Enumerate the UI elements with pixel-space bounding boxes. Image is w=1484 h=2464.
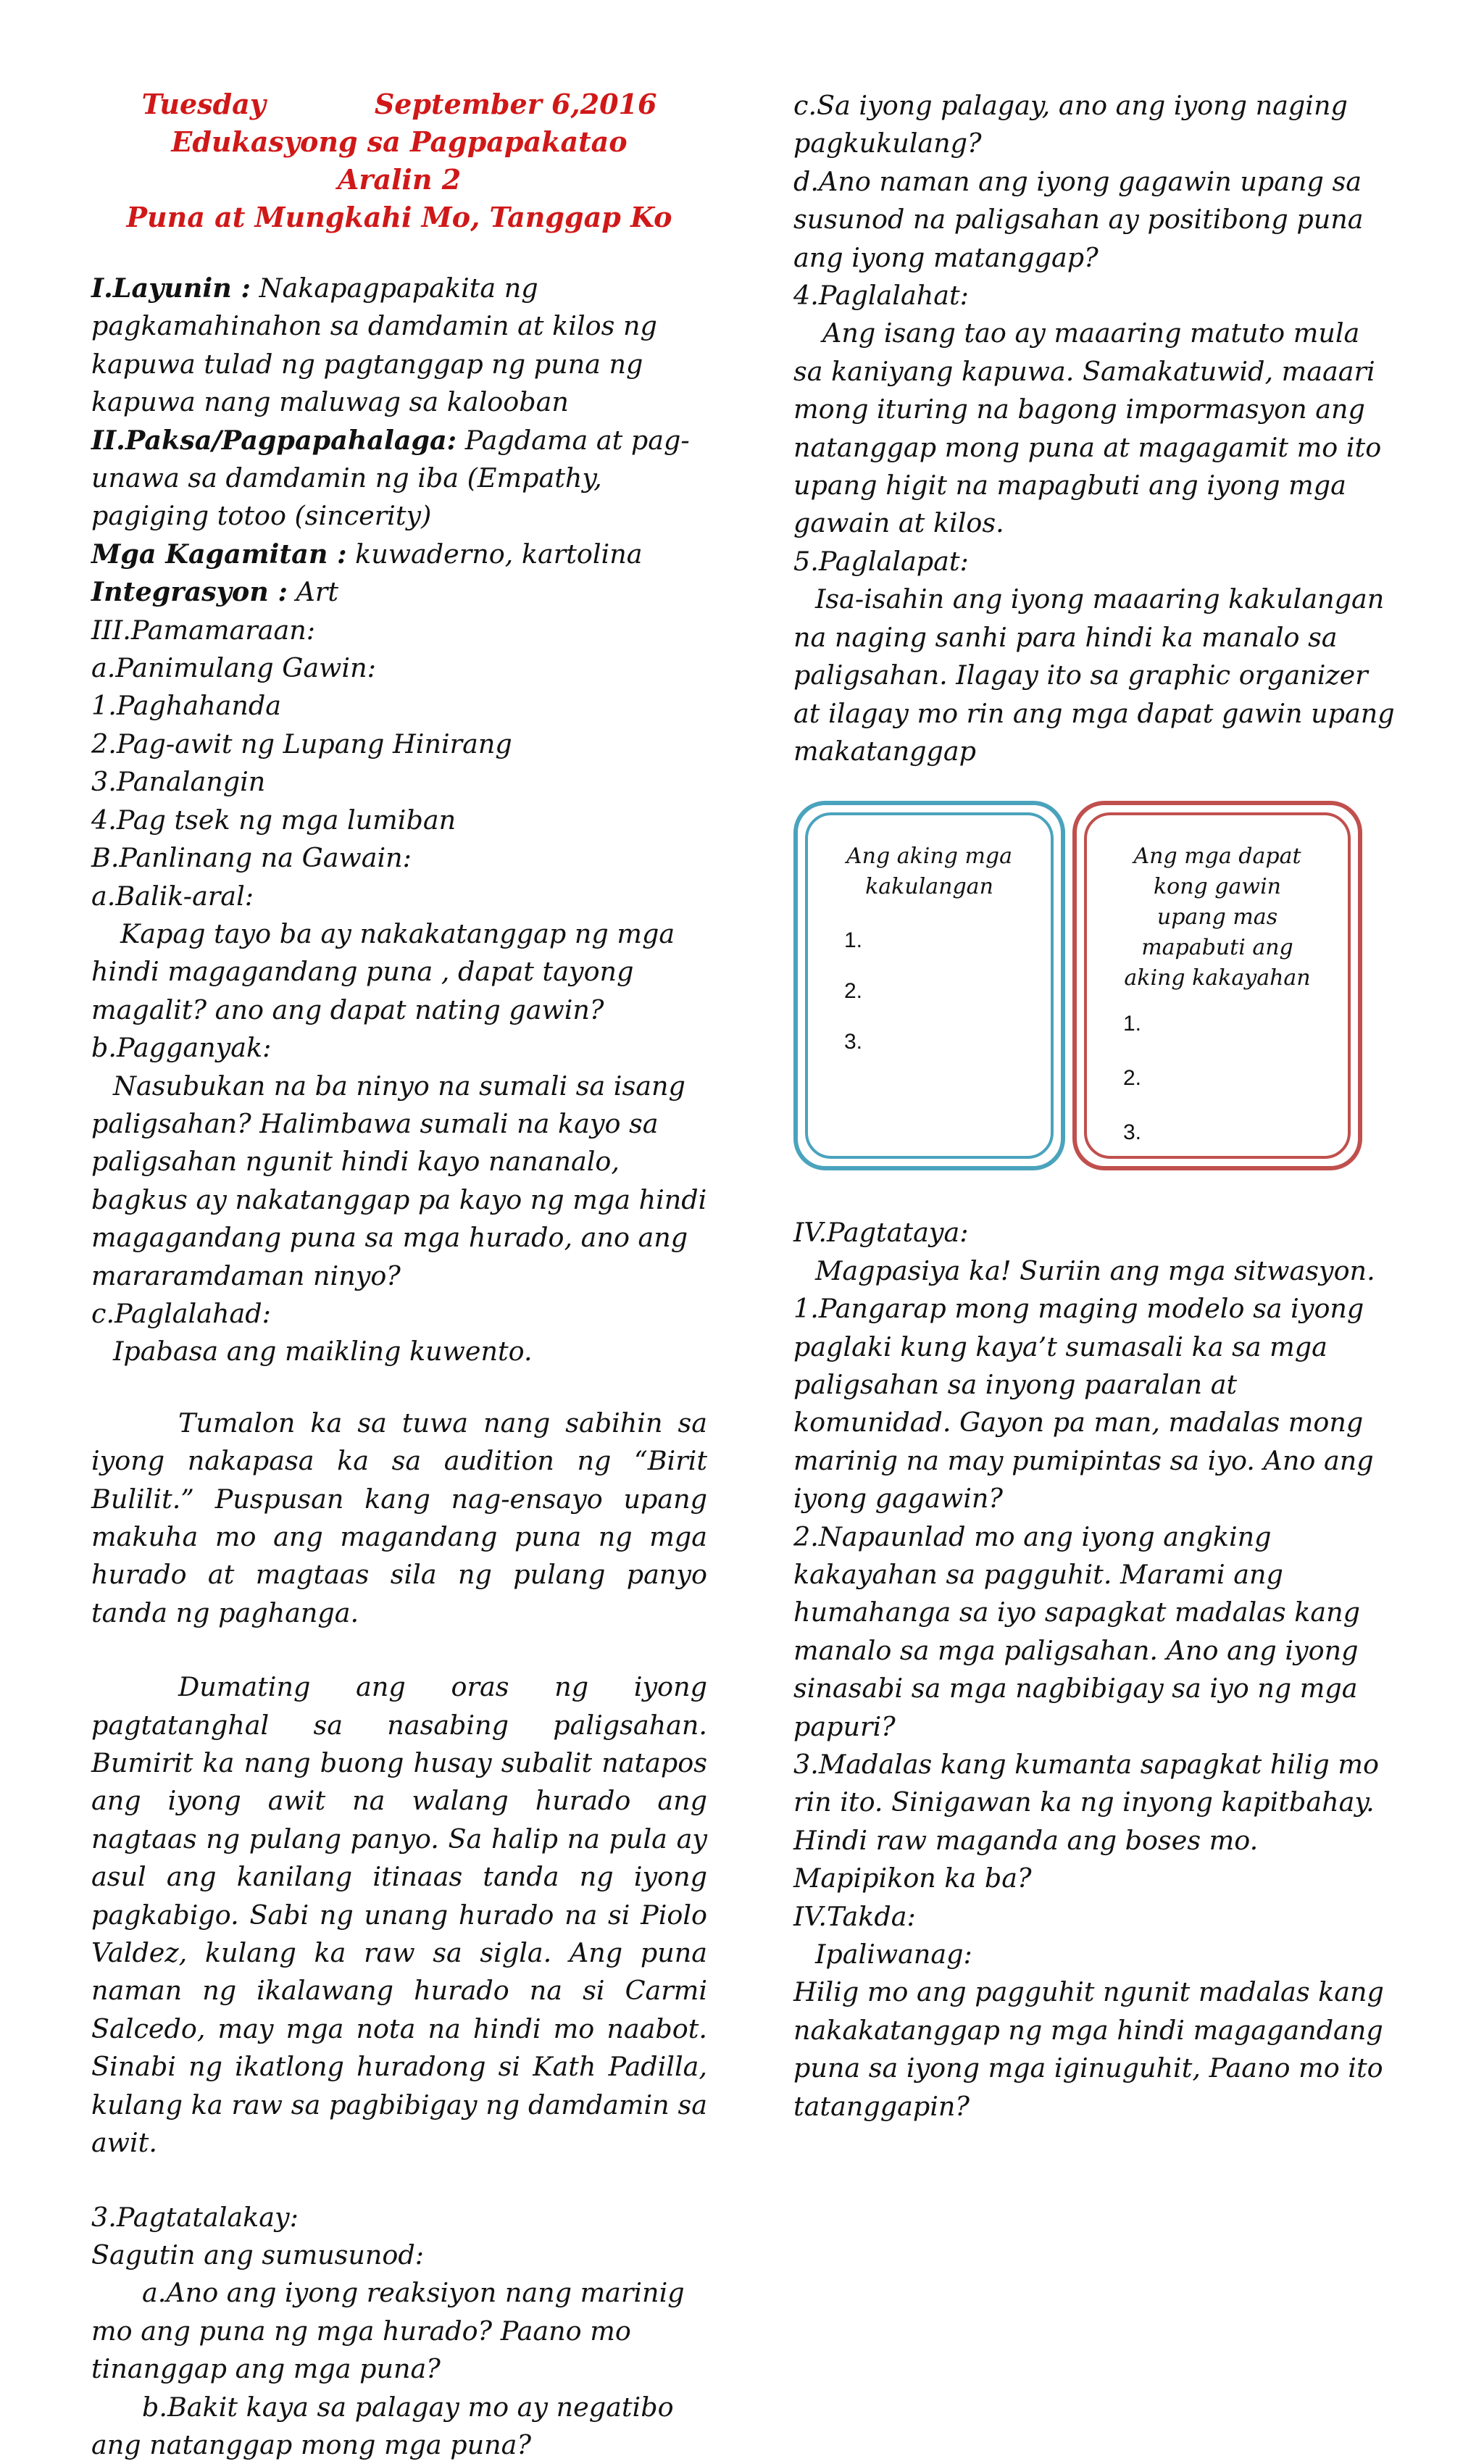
integrasyon-text: Art bbox=[287, 576, 338, 608]
situation-2: 2.Napaunlad mo ang iyong angking kakayahan sa pagguhit. Marami ang humahanga sa iyo sapagkat madalas kang manalo sa mga paligsahan. Ano ang iyong sinasabi sa mga nagbibigay sa iyo ng mga papuri? bbox=[793, 1520, 1361, 1742]
header-date: September 6,2016 bbox=[374, 88, 657, 120]
left-column bbox=[91, 86, 707, 2464]
paglalahad-text: Ipabasa ang maikling kuwento. bbox=[113, 1336, 533, 1368]
sagutin-heading: Sagutin ang sumusunod: bbox=[91, 2239, 425, 2271]
pagtataya-text: Magpasiya ka! Suriin ang mga sitwasyon. bbox=[815, 1254, 1375, 1286]
paglalapat-heading: 5.Paglalapat: bbox=[793, 545, 969, 577]
header-subject: Edukasyong sa Pagpapakatao bbox=[171, 125, 628, 158]
layunin-text: Nakapagpapakita ng pagkamahinahon sa damdamin at kilos ng kapuwa tulad ng pagtanggap ng puna ng kapuwa nang maluwag sa kalooban bbox=[91, 272, 657, 418]
organizer-left-title: Ang aking mga kakulangan bbox=[846, 844, 1012, 900]
header-day: Tuesday bbox=[141, 88, 266, 120]
paksa-text: Pagdama at pag-unawa sa damdamin ng iba (Empathy, pagiging totoo (sincerity) bbox=[91, 424, 690, 532]
organizer-left-item-1: 1. bbox=[844, 928, 863, 953]
takda-text: Hilig mo ang pagguhit ngunit madalas kang nakakatanggap ng mga hindi magagandang puna sa iyong mga iginuguhit, Paano mo ito tatanggapin? bbox=[793, 1976, 1384, 2122]
situation-1: 1.Pangarap mong maging modelo sa iyong paglaki kung kaya’t sumasali ka sa mga paligsahan sa inyong paaralan at komunidad. Gayon pa man, madalas mong marinig na may pumipintas sa iyo. Ano ang iyong gagawin? bbox=[793, 1293, 1374, 1515]
integrasyon-label: Integrasyon : bbox=[91, 576, 288, 608]
takda-heading: IV.Takda: bbox=[793, 1900, 916, 1932]
panlinang-heading: B.Panlinang na Gawain: bbox=[91, 842, 412, 874]
layunin-label: I.Layunin : bbox=[91, 272, 251, 304]
step-2: 2.Pag-awit ng Lupang Hinirang bbox=[91, 728, 512, 759]
paglalapat-text: Isa-isahin ang iyong maaaring kakulangan na naging sanhi para hindi ka manalo sa paligsahan. Ilagay ito sa graphic organizer at ilagay mo rin ang mga dapat gawin upang makatanggap bbox=[793, 583, 1395, 767]
balik-aral-text: Kapag tayo ba ay nakakatanggap ng mga hindi magagandang puna , dapat tayong magalit? ano ang dapat nating gawin? bbox=[91, 917, 675, 1025]
situation-3: 3.Madalas kang kumanta sapagkat hilig mo rin ito. Sinigawan ka ng inyong kapitbahay. Hindi raw maganda ang boses mo. Mapipikon ka ba? bbox=[793, 1749, 1379, 1894]
pagganyak-heading: b.Pagganyak: bbox=[91, 1032, 272, 1064]
step-4: 4.Pag tsek ng mga lumiban bbox=[91, 804, 457, 836]
graphic-organizer bbox=[793, 801, 1395, 1185]
paksa bbox=[91, 422, 707, 536]
question-d: d.Ano naman ang iyong gagawin upang sa susunod na paligsahan ay positibong puna ang iyong matanggap? bbox=[793, 165, 1364, 273]
organizer-right-title: Ang mga dapat kong gawin upang mas mapabuti ang aking kakayahan bbox=[1124, 844, 1311, 991]
layunin bbox=[91, 270, 707, 422]
organizer-box-dapat-gawin-inner bbox=[1084, 812, 1351, 1159]
kagamitan-label: Mga Kagamitan : bbox=[91, 538, 347, 570]
step-3: 3.Panalangin bbox=[91, 766, 266, 798]
paksa-label: II.Paksa/Pagpapahalaga: bbox=[91, 424, 457, 456]
organizer-right-item-3: 3. bbox=[1123, 1120, 1142, 1145]
header-title: Puna at Mungkahi Mo, Tanggap Ko bbox=[126, 201, 672, 233]
header-lesson: Aralin 2 bbox=[337, 163, 462, 196]
spacer bbox=[91, 2163, 707, 2199]
paglalahat-text: Ang isang tao ay maaaring matuto mula sa kaniyang kapuwa. Samakatuwid, maaari mong ituring na bagong impormasyon ang natanggap mong puna at magagamit mo ito upang higit na mapagbuti ang iyong mga gawain at kilos. bbox=[793, 317, 1382, 539]
story-paragraph-2: Dumating ang oras ng iyong pagtatanghal sa nasabing paligsahan. Bumirit ka nang buong husay subalit natapos ang iyong awit na walang hurado ang nagtaas ng pulang panyo. Sa halip na pula ay asul ang kanilang itinaas tanda ng iyong pagkabigo. Sabi ng unang hurado na si Piolo Valdez, kulang ka raw sa sigla. Ang puna naman ng ikalawang hurado na si Carmi Salcedo, may mga nota na hindi mo naabot. Sinabi ng ikatlong huradong si Kath Padilla, kulang ka raw sa pagbibigay ng damdamin sa awit. bbox=[91, 1671, 707, 2159]
organizer-right-item-1: 1. bbox=[1123, 1012, 1142, 1036]
ipaliwanag-heading: Ipaliwanag: bbox=[815, 1939, 972, 1970]
story-paragraph-1: Tumalon ka sa tuwa nang sabihin sa iyong nakapasa ka sa audition ng “Birit Bulilit.” Puspusan kang nag-ensayo upang makuha mo ang magandang puna ng mga hurado at magtaas sila ng pulang panyo tanda ng paghanga. bbox=[91, 1407, 707, 1628]
right-column bbox=[793, 87, 1395, 2126]
pagtatalakay-heading: 3.Pagtatalakay: bbox=[91, 2201, 299, 2233]
organizer-box-kakulangan bbox=[793, 801, 1065, 1170]
pagganyak-text: Nasubukan na ba ninyo na sumali sa isang paligsahan? Halimbawa sumali na kayo sa paligsahan ngunit hindi kayo nananalo, bagkus ay nakatanggap pa kayo ng mga hindi magagandang puna sa mga hurado, ano ang mararamdaman ninyo? bbox=[91, 1070, 707, 1291]
organizer-right-item-2: 2. bbox=[1123, 1066, 1142, 1091]
paglalahad-heading: c.Paglalahad: bbox=[91, 1297, 271, 1329]
organizer-left-item-3: 3. bbox=[844, 1030, 863, 1054]
kagamitan-text: kuwaderno, kartolina bbox=[346, 538, 643, 570]
organizer-box-dapat-gawin bbox=[1072, 801, 1362, 1170]
spacer bbox=[91, 1632, 707, 1668]
kagamitan bbox=[91, 536, 707, 573]
spacer bbox=[91, 236, 707, 270]
question-c: c.Sa iyong palagay, ano ang iyong naging pagkukulang? bbox=[793, 90, 1348, 159]
paglalahat-heading: 4.Paglalahat: bbox=[793, 280, 969, 312]
integrasyon bbox=[91, 573, 707, 611]
pamamaraan-heading: III.Pamamaraan: bbox=[91, 614, 316, 646]
organizer-box-kakulangan-inner bbox=[805, 812, 1054, 1159]
step-1: 1.Paghahanda bbox=[91, 690, 282, 722]
panimula-heading: a.Panimulang Gawin: bbox=[91, 652, 376, 684]
organizer-left-item-2: 2. bbox=[844, 979, 863, 1004]
pagtataya-heading: IV.Pagtataya: bbox=[793, 1217, 969, 1249]
header-date-line bbox=[91, 86, 707, 123]
question-b: b.Bakit kaya sa palagay mo ay negatibo ang natanggap mong mga puna? bbox=[91, 2391, 674, 2460]
question-a: a.Ano ang iyong reaksiyon nang marinig mo ang puna ng mga hurado? Paano mo tinanggap ang mga puna? bbox=[91, 2277, 685, 2385]
spacer bbox=[91, 1371, 707, 1404]
balik-aral-heading: a.Balik-aral: bbox=[91, 880, 254, 912]
